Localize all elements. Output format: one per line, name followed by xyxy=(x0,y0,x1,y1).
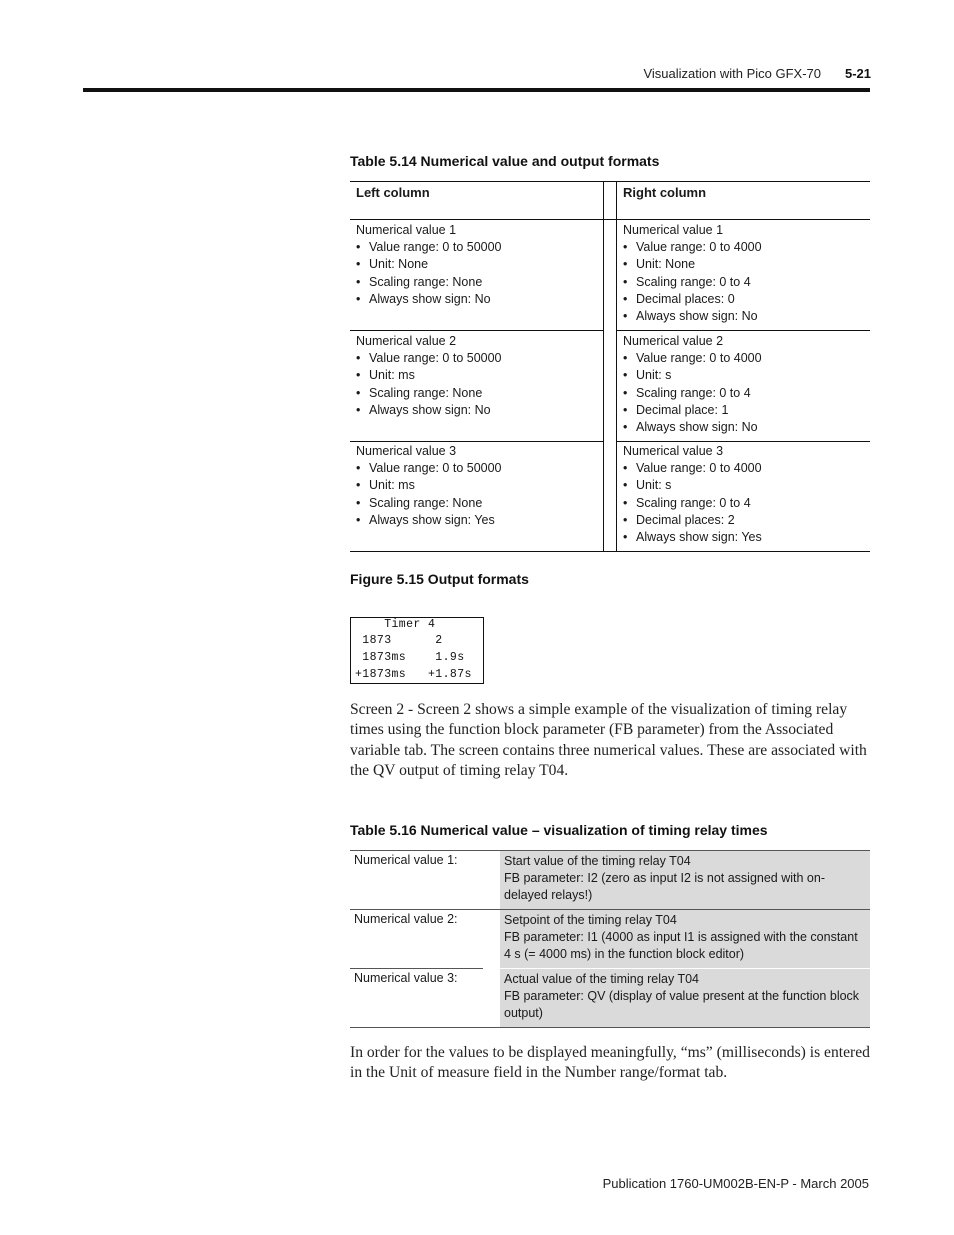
table-cell-left xyxy=(356,443,502,529)
publication-footer: Publication 1760-UM002B-EN-P - March 2005 xyxy=(602,1176,869,1191)
list-item: • Value range: 0 to 50000 xyxy=(356,239,502,256)
row-description-3: Actual value of the timing relay T04 FB parameter: QV (display of value present at the function block output) xyxy=(504,972,860,1020)
row-description-1: Start value of the timing relay T04 FB parameter: I2 (zero as input I2 is not assigned with on-delayed relays!) xyxy=(504,854,825,902)
table-cell-right xyxy=(623,443,762,546)
row-description-2: Setpoint of the timing relay T04 FB parameter: I1 (4000 as input I1 is assigned with the constant 4 s (= 4000 ms) in the function block editor) xyxy=(504,913,858,961)
lcd-line-3: +1873ms +1.87s xyxy=(355,668,472,681)
list-item: • Always show sign: No xyxy=(356,402,502,419)
lcd-line-title: Timer 4 xyxy=(355,618,436,631)
list-item: • Unit: None xyxy=(623,256,762,273)
cell-title: Numerical value 2 xyxy=(623,334,724,348)
list-item: • Decimal places: 0 xyxy=(623,291,762,308)
list-item: • Value range: 0 to 4000 xyxy=(623,350,762,367)
list-item: • Unit: s xyxy=(623,477,762,494)
column-header-right: Right column xyxy=(623,185,707,200)
column-divider-left xyxy=(603,181,604,551)
body-paragraph-screen-2: Screen 2 - Screen 2 shows a simple example of the visualization of timing relay times using the function block parameter (FB parameter) from the Associated variable tab. The screen contains three numerical values. These are associated with the QV output of timing relay T04. xyxy=(350,701,867,779)
row-rule-right-1 xyxy=(616,330,870,331)
list-item: • Value range: 0 to 4000 xyxy=(623,460,762,477)
row-rule-right-2 xyxy=(616,441,870,442)
column-divider-right xyxy=(616,181,617,551)
list-item: • Always show sign: Yes xyxy=(356,512,502,529)
row-rule-left-2 xyxy=(350,441,603,442)
lcd-line-2: 1873ms 1.9s xyxy=(355,651,465,664)
running-header-title: Visualization with Pico GFX-70 xyxy=(643,66,821,81)
list-item: • Decimal place: 1 xyxy=(623,402,762,419)
list-item: • Unit: ms xyxy=(356,367,502,384)
body-paragraph-units: In order for the values to be displayed meaningfully, “ms” (milliseconds) is entered in the Unit of measure field in the Number range/format tab. xyxy=(350,1044,870,1082)
list-item: • Scaling range: None xyxy=(356,385,502,402)
cell-title: Numerical value 1 xyxy=(356,223,457,237)
lcd-line-1: 1873 2 xyxy=(355,634,443,647)
table-cell-left xyxy=(356,333,502,419)
table-5-16-caption: Table 5.16 Numerical value – visualization of timing relay times xyxy=(350,822,768,838)
table-cell-left xyxy=(356,222,502,308)
list-item: • Always show sign: No xyxy=(623,419,762,436)
list-item: • Value range: 0 to 50000 xyxy=(356,350,502,367)
row-label-3: Numerical value 3: xyxy=(354,971,458,985)
table-5-14-caption: Table 5.14 Numerical value and output formats xyxy=(350,153,660,169)
row-label-1: Numerical value 1: xyxy=(354,853,458,867)
column-header-left: Left column xyxy=(356,185,430,200)
row-label-2: Numerical value 2: xyxy=(354,912,458,926)
row-rule-left-1 xyxy=(350,330,603,331)
list-item: • Decimal places: 2 xyxy=(623,512,762,529)
table-bottom-rule xyxy=(350,551,870,552)
page-number: 5-21 xyxy=(845,66,872,81)
header-rule xyxy=(83,88,870,92)
list-item: • Scaling range: None xyxy=(356,495,502,512)
lcd-display-figure xyxy=(350,617,484,684)
cell-title: Numerical value 3 xyxy=(356,444,457,458)
cell-title: Numerical value 1 xyxy=(623,223,724,237)
list-item: • Value range: 0 to 4000 xyxy=(623,239,762,256)
list-item: • Scaling range: 0 to 4 xyxy=(623,274,762,291)
list-item: • Value range: 0 to 50000 xyxy=(356,460,502,477)
table-top-rule xyxy=(350,181,870,182)
list-item: • Unit: ms xyxy=(356,477,502,494)
list-item: • Unit: s xyxy=(623,367,762,384)
list-item: • Scaling range: 0 to 4 xyxy=(623,385,762,402)
list-item: • Always show sign: Yes xyxy=(623,529,762,546)
list-item: • Always show sign: No xyxy=(623,308,762,325)
table-cell-right xyxy=(623,222,762,325)
list-item: • Unit: None xyxy=(356,256,502,273)
row-rule-2 xyxy=(350,968,483,969)
table-bottom-rule xyxy=(350,1027,870,1028)
list-item: • Scaling range: None xyxy=(356,274,502,291)
cell-title: Numerical value 3 xyxy=(623,444,724,458)
list-item: • Always show sign: No xyxy=(356,291,502,308)
figure-5-15-caption: Figure 5.15 Output formats xyxy=(350,571,529,587)
table-cell-right xyxy=(623,333,762,436)
list-item: • Scaling range: 0 to 4 xyxy=(623,495,762,512)
table-header-rule xyxy=(350,219,870,220)
table-5-16 xyxy=(350,850,870,1028)
cell-title: Numerical value 2 xyxy=(356,334,457,348)
